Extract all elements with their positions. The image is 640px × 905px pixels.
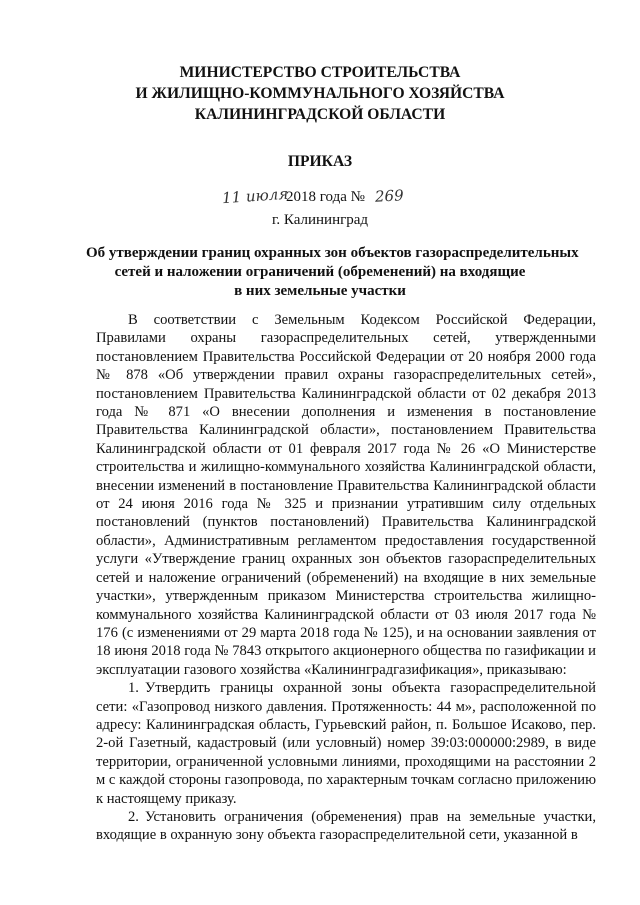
ministry-header (100, 62, 540, 125)
ministry-line-2: И ЖИЛИЩНО-КОММУНАЛЬНОГО ХОЗЯЙСТВА (135, 85, 505, 102)
subject-line-3: в них земельные участки (234, 283, 406, 299)
item-number: 2. (128, 808, 139, 825)
preamble-paragraph: В соответствии с Земельным Кодексом Российской Федерации, Правилами охраны газораспределительных сетей, утвержденными постановлением Правительства Российской Федерации от 20 ноября 2000 года № 878 «Об утверждении правил охраны газораспределительных сетей», постановлением Правительства Калининградской области от 02 декабря 2013 года № 871 «О внесении дополнения и изменения в постановление Правительства Калининградской области», постановлением Правительства Калининградской области от 01 февраля 2017 года № 26 «О Министерстве строительства и жилищно-коммунального хозяйства Калининградской области, внесении изменений в постановление Правительства Калининградской области от 24 июня 2016 года № 325 и признании утратившим силу отдельных постановлений (пунктов постановлений) Правительства Калининградской области», Административным регламентом предоставления государственной услуги «Утверждение границ охранных зон объектов газораспределительных сетей и наложение ограничений (обременений) на входящие в них земельные участки», утвержденным приказом Министерства строительства жилищно-коммунального хозяйства Калининградской области от 03 июля 2017 года № 176 (с изменениями от 29 марта 2018 года № 125), и на основании заявления от 18 июня 2018 года № 7843 открытого акционерного общества по газификации и эксплуатации газового хозяйства «Калининградгазификация», приказываю: (96, 312, 596, 678)
order-body (96, 311, 596, 845)
handwritten-date: 11 июля (221, 184, 289, 208)
subject-line-1: Об утверждении границ охранных зон объектов газораспределительных (86, 245, 579, 261)
document-type-title: ПРИКАЗ (287, 153, 353, 170)
item-number: 1. (128, 680, 139, 697)
handwritten-order-number: 269 (374, 186, 405, 206)
order-item-1 (96, 679, 596, 808)
order-item-2 (96, 808, 596, 845)
date-text: 2018 года № (286, 189, 365, 205)
ministry-line-1: МИНИСТЕРСТВО СТРОИТЕЛЬСТВА (179, 64, 461, 81)
order-subject (86, 244, 579, 301)
city: г. Калининград (271, 212, 369, 228)
ministry-line-3: КАЛИНИНГРАДСКОЙ ОБЛАСТИ (194, 106, 446, 123)
item-text: Установить ограничения (обременения) прав на земельные участки, входящие в охранную зону объекта газораспределительной сети, указанной в (96, 808, 596, 844)
subject-line-2: сетей и наложении ограничений (обременений) на входящие (114, 264, 526, 280)
item-text: Утвердить границы охранной зоны объекта газораспределительной сети: «Газопровод низкого давления. Протяженность: 44 м», расположенной по адресу: Калининградская область, Гурьевский район, п. Большое Исаково, пер. 2-ой Газетный, кадастровый (или условный) номер 39:03:000000:2989, в виде территории, ограниченной условными линиями, проходящими на расстоянии 2 м с каждой стороны газопровода, по характерным точкам согласно приложению к настоящему приказу. (96, 680, 596, 807)
